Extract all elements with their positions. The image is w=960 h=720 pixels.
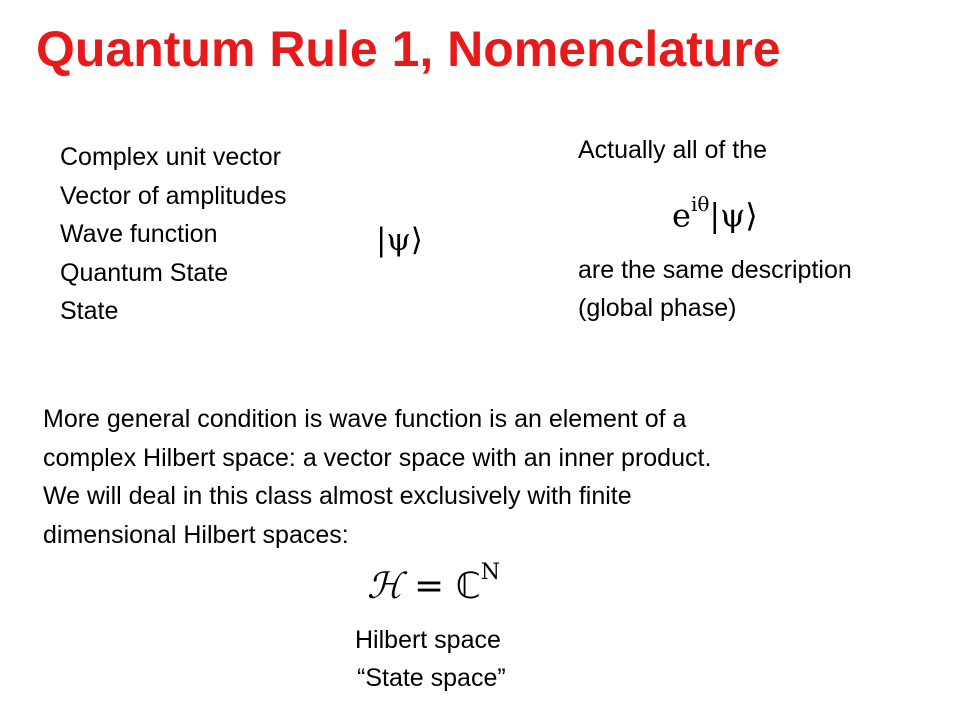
phase-note-intro: Actually all of the [578,136,767,164]
paragraph-line: We will deal in this class almost exclusively with finite [43,482,632,510]
phase-note-line: are the same description [578,256,852,284]
psi-ket-formula: |ψ⟩ [376,222,423,258]
complex-numbers-symbol: ℂ [455,566,481,607]
slide-title: Quantum Rule 1, Nomenclature [36,21,781,77]
caption-line: “State space” [357,664,506,692]
synonym-item: Wave function [60,220,218,248]
synonym-item: Vector of amplitudes [60,181,287,210]
hilbert-caption [355,621,506,697]
synonym-item: State [60,297,119,325]
phase-note-line: (global phase) [578,294,737,322]
caption-line: Hilbert space [355,626,501,654]
phase-note-explanation [578,251,852,327]
hilbert-space-formula [367,560,501,607]
phase-base: e [672,196,691,235]
hilbert-paragraph [43,400,711,554]
phase-ket: |ψ⟩ [709,196,758,235]
global-phase-formula [672,192,758,235]
paragraph-line: dimensional Hilbert spaces: [43,520,349,549]
paragraph-line: More general condition is wave function is an element of a [43,405,687,433]
phase-exponent: iθ [690,192,710,216]
equals-sign: = [414,566,445,607]
synonym-list [60,138,287,331]
paragraph-line: complex Hilbert space: a vector space with an inner product. [43,443,712,472]
dimension-exponent: N [480,560,501,585]
synonym-item: Quantum State [60,258,229,287]
hilbert-symbol: ℋ [367,566,403,607]
synonym-item: Complex unit vector [60,143,281,171]
